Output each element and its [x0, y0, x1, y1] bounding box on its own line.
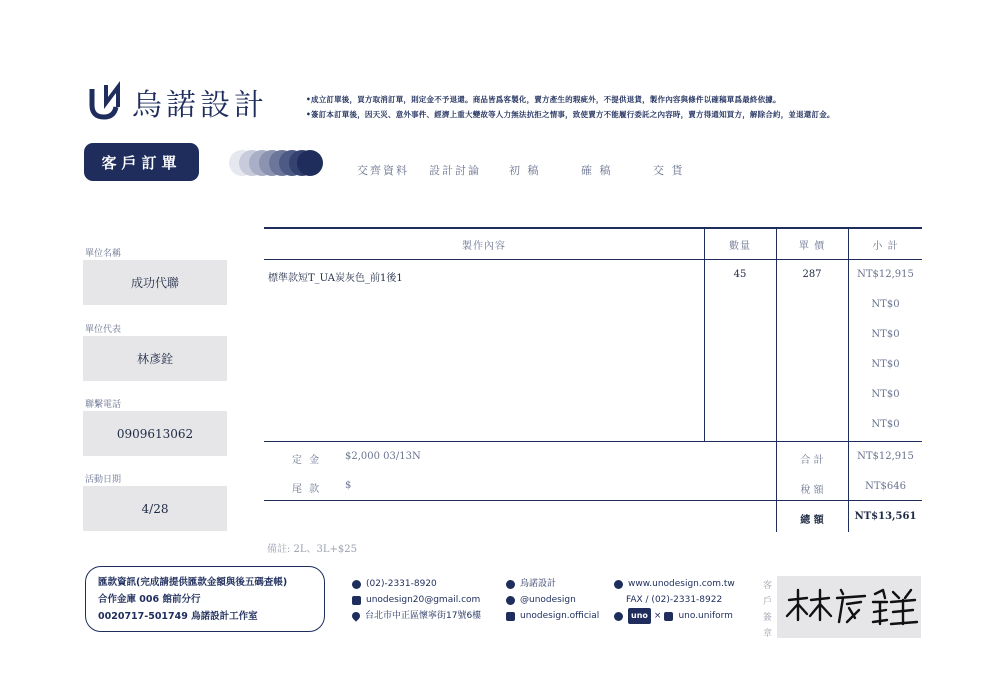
contact-line[interactable]: @unodesign — [520, 595, 576, 605]
logo-mark-icon — [88, 81, 130, 123]
contact-facebook[interactable]: 烏諾設計 — [520, 579, 557, 589]
notice-line-1: •成立訂單後，買方取消訂單，則定金不予退還。商品皆爲客製化，賣方產生的瑕疵外，不提供退貨，製作內容與條件以確稿單爲最終依據。 — [306, 95, 781, 104]
field-representative: 林彥銓 — [83, 336, 227, 381]
contact-email[interactable]: unodesign20@gmail.com — [366, 595, 481, 605]
field-label-event-date: 活動日期 — [85, 475, 122, 485]
contact-address: 台北市中正區懷寧街17號6樓 — [365, 611, 482, 621]
deposit-value: $2,000 03/13N — [345, 451, 421, 462]
order-notice — [306, 92, 946, 122]
facebook-icon — [506, 580, 515, 589]
line-icon — [506, 596, 515, 605]
tax-label: 稅 額 — [800, 485, 824, 496]
subtotal-row-4: NT$0 — [871, 359, 900, 370]
contact-column-2 — [506, 576, 599, 624]
field-label-company: 單位名稱 — [85, 249, 122, 259]
remit-line-3: 0020717-501749 烏諾設計工作室 — [98, 611, 258, 622]
table-header-rule — [264, 259, 922, 260]
remit-line-1: 匯款資訊(完成請提供匯款金額與後五碼查帳) — [98, 577, 288, 588]
uno-dot-icon — [614, 612, 623, 621]
subtotal-row-1: NT$12,915 — [857, 269, 914, 280]
table-top-rule — [264, 227, 922, 229]
contact-uniform[interactable]: uno.uniform — [678, 611, 733, 621]
item-price: 287 — [802, 269, 822, 280]
header-price: 單 價 — [798, 241, 826, 252]
customer-signature — [777, 576, 921, 638]
sum-value: NT$12,915 — [857, 451, 914, 462]
step-collect: 交齊資料 — [357, 164, 409, 177]
contact-instagram[interactable]: unodesign.official — [520, 611, 600, 621]
step-confirm: 確 稿 — [581, 164, 613, 177]
email-icon — [352, 596, 361, 605]
brand-name: 烏諾設計 — [132, 88, 268, 123]
item-qty: 45 — [733, 269, 747, 280]
table-body-rule — [264, 441, 922, 442]
signature-label: 客戶簽章 — [763, 581, 773, 639]
globe-icon — [614, 580, 623, 589]
step-discuss: 設計討論 — [429, 164, 481, 177]
phone-icon — [352, 580, 361, 589]
item-content: 標準款短T_UA炭灰色_前1後1 — [268, 273, 403, 284]
memo-note: 備註: 2L、3L+$25 — [267, 544, 358, 555]
signature-image — [777, 576, 921, 638]
contact-column-3 — [614, 576, 735, 624]
balance-value: $ — [345, 480, 352, 491]
field-label-representative: 單位代表 — [85, 325, 122, 335]
order-title-badge: 客戶訂單 — [84, 143, 199, 181]
header-content: 製作內容 — [462, 241, 506, 252]
remit-line-2: 合作金庫 006 館前分行 — [98, 594, 201, 605]
field-company: 成功代聯 — [83, 260, 227, 305]
remittance-info — [85, 566, 325, 632]
contact-phone[interactable]: (02)-2331-8920 — [366, 579, 437, 589]
progress-circles-icon — [228, 149, 324, 177]
step-deliver: 交 貨 — [653, 164, 685, 177]
uno-badge: uno — [628, 608, 651, 624]
field-label-phone: 聯繫電話 — [85, 400, 122, 410]
deposit-label: 定 金 — [292, 455, 322, 466]
progress-steps — [357, 162, 713, 178]
step-draft: 初 稿 — [509, 164, 541, 177]
field-event-date: 4/28 — [83, 486, 227, 531]
notice-line-2: •簽訂本訂單後，因天災、意外事件、經濟上重大變故等人力無法抗拒之情事，致使賣方不能履行委託之內容時，賣方得通知買方，解除合約，並退還訂金。 — [306, 110, 835, 119]
contact-fax: FAX / (02)-2331-8922 — [626, 595, 723, 605]
instagram-icon — [506, 612, 515, 621]
tax-value: NT$646 — [865, 481, 906, 492]
instagram-icon-2 — [664, 612, 673, 621]
sum-label: 合 計 — [800, 455, 824, 466]
header-subtotal: 小 計 — [872, 241, 899, 252]
balance-label: 尾 款 — [292, 484, 322, 495]
subtotal-row-5: NT$0 — [871, 389, 900, 400]
subtotal-row-3: NT$0 — [871, 329, 900, 340]
table-summary-rule — [264, 500, 922, 501]
brand-logo — [88, 80, 288, 124]
subtotal-row-2: NT$0 — [871, 299, 900, 310]
order-table — [264, 227, 922, 532]
total-value: NT$13,561 — [854, 511, 917, 522]
subtotal-row-6: NT$0 — [871, 419, 900, 430]
table-divider-qty — [704, 227, 705, 441]
header-qty: 數量 — [729, 241, 751, 252]
total-label: 總 額 — [800, 515, 824, 526]
contact-column-1 — [352, 576, 481, 624]
contact-website[interactable]: www.unodesign.com.tw — [628, 579, 735, 589]
cross-icon: × — [653, 611, 662, 621]
field-phone: 0909613062 — [83, 411, 227, 456]
location-pin-icon — [350, 610, 361, 621]
